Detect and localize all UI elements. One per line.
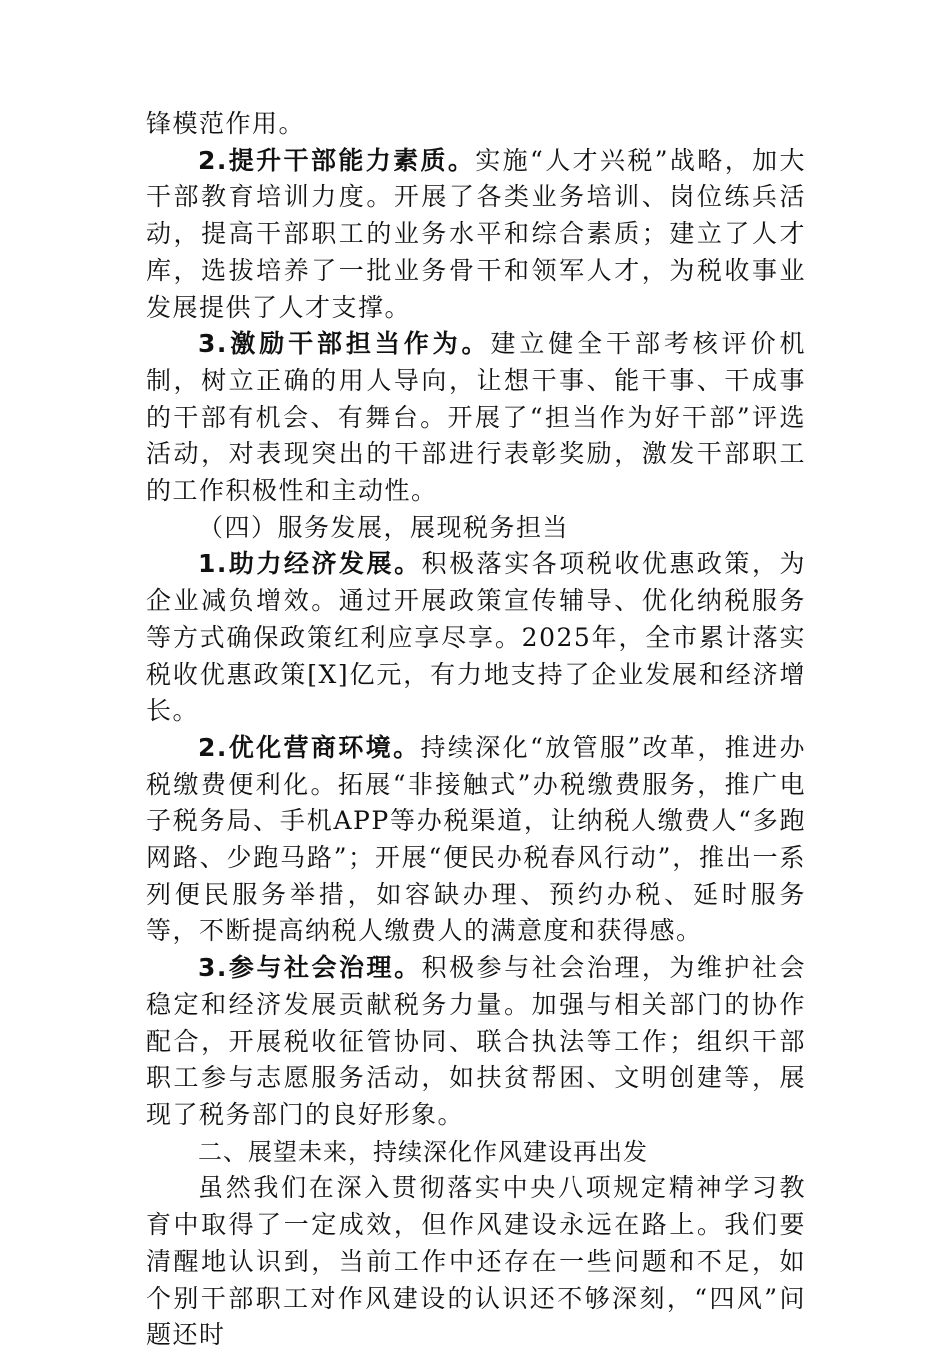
paragraph-text: 实施“人才兴税”战略，加大干部教育培训力度。开展了各类业务培训、岗位练兵活动，提高干部职工的业务水平和综合素质；建立了人才库，选拔培养了一批业务骨干和领军人才，为税收事业发展提供了人才支撑。 bbox=[146, 145, 806, 322]
document-body bbox=[146, 106, 806, 1354]
paragraph-outlook bbox=[146, 1170, 806, 1354]
paragraph-lead: 2.优化营商环境。 bbox=[198, 732, 421, 762]
paragraph-lead: 2.提升干部能力素质。 bbox=[198, 145, 476, 175]
paragraph-text: 积极参与社会治理，为维护社会稳定和经济发展贡献税务力量。加强与相关部门的协作配合，开展税收征管协同、联合执法等工作；组织干部职工参与志愿服务活动，如扶贫帮困、文明创建等，展现了税务部门的良好形象。 bbox=[146, 953, 806, 1129]
paragraph-social-governance bbox=[146, 950, 806, 1134]
subsection-heading: （四）服务发展，展现税务担当 bbox=[198, 512, 570, 542]
paragraph-lead: 3.参与社会治理。 bbox=[198, 953, 422, 983]
paragraph-text: 建立健全干部考核评价机制，树立正确的用人导向，让想干事、能干事、干成事的干部有机会、有舞台。开展了“担当作为好干部”评选活动，对表现突出的干部进行表彰奖励，激发干部职工的工作积极性和主动性。 bbox=[146, 329, 806, 506]
paragraph-text: 持续深化“放管服”改革，推进办税缴费便利化。拓展“非接触式”办税缴费服务，推广电子税务局、手机APP等办税渠道，让纳税人缴费人“多跑网路、少跑马路”；开展“便民办税春风行动”，推出一系列便民服务举措，如容缺办理、预约办税、延时服务等，不断提高纳税人缴费人的满意度和获得感。 bbox=[146, 732, 806, 946]
paragraph-improve-cadre-ability bbox=[146, 143, 806, 327]
paragraph-continuation bbox=[146, 106, 806, 143]
paragraph-economic-development bbox=[146, 546, 806, 730]
paragraph-lead: 3.激励干部担当作为。 bbox=[198, 329, 491, 359]
paragraph-lead: 1.助力经济发展。 bbox=[198, 549, 422, 579]
paragraph-business-environment bbox=[146, 730, 806, 950]
paragraph-text: 锋模范作用。 bbox=[146, 109, 306, 138]
section-heading: 二、展望未来，持续深化作风建设再出发 bbox=[198, 1137, 648, 1166]
paragraph-text: 积极落实各项税收优惠政策，为企业减负增效。通过开展政策宣传辅导、优化纳税服务等方式确保政策红利应享尽享。2025年，全市累计落实税收优惠政策[X]亿元，有力地支持了企业发展和经济增长。 bbox=[146, 549, 806, 726]
paragraph-encourage-cadres bbox=[146, 326, 806, 510]
paragraph-text: 虽然我们在深入贯彻落实中央八项规定精神学习教育中取得了一定成效，但作风建设永远在路上。我们要清醒地认识到，当前工作中还存在一些问题和不足，如个别干部职工对作风建设的认识还不够深刻，“四风”问题还时 bbox=[146, 1173, 806, 1350]
